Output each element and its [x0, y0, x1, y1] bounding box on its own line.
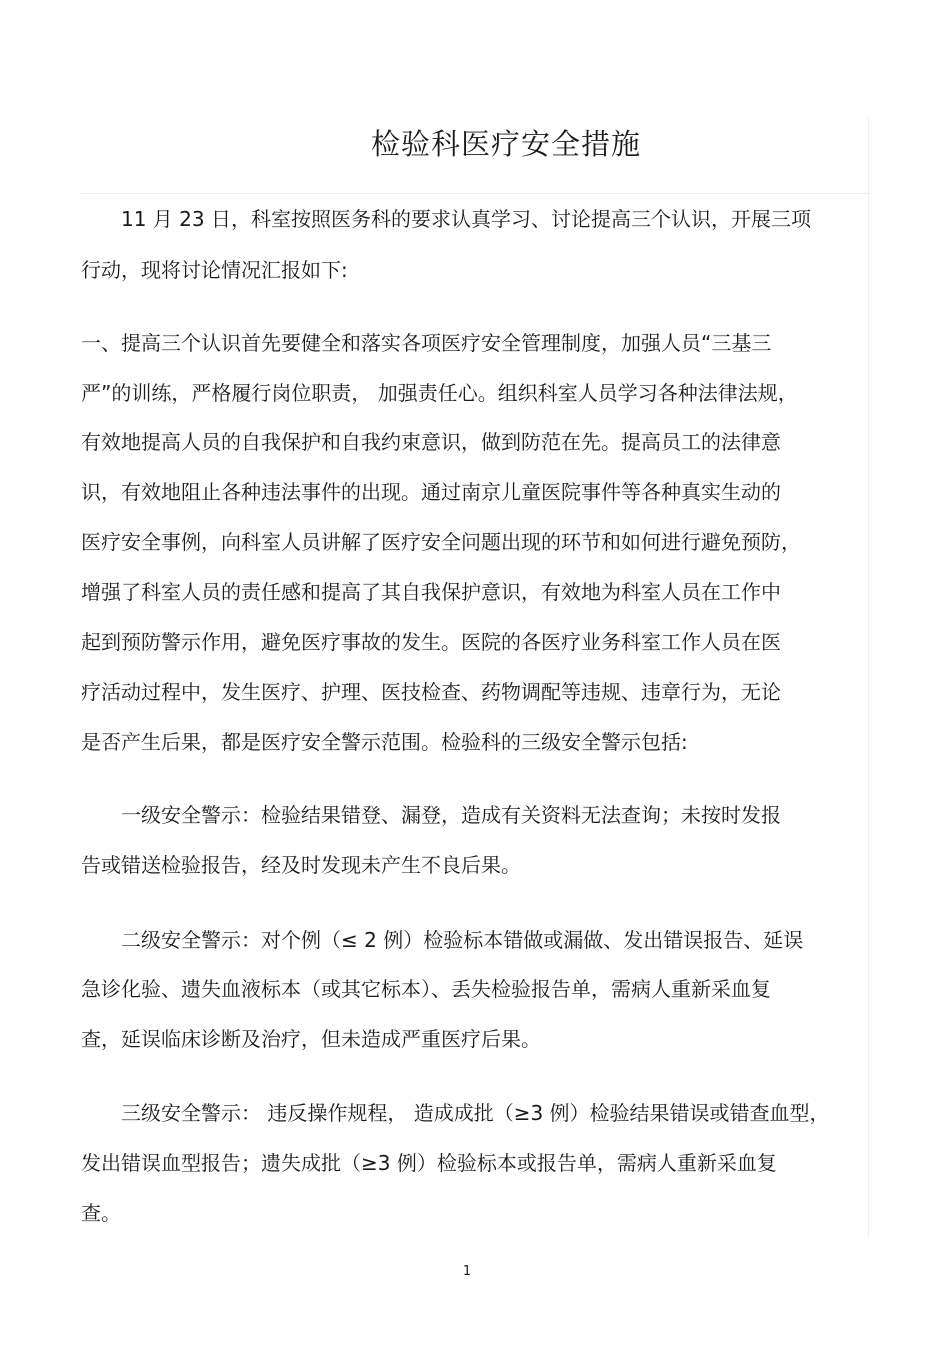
right-margin-rule	[868, 118, 869, 1238]
paragraph-2-line-5: 医疗安全事例，向科室人员讲解了医疗安全问题出现的环节和如何进行避免预防，	[81, 530, 801, 554]
page-title: 检验科医疗安全措施	[370, 127, 641, 161]
paragraph-1-line-2: 行动，现将讨论情况汇报如下:	[81, 258, 348, 282]
paragraph-4-line-1: 二级安全警示：对个例（≤ 2 例）检验标本错做或漏做、发出错误报告、延误	[121, 928, 804, 952]
page-number: 1	[462, 1264, 472, 1279]
paragraph-2-line-4: 识，有效地阻止各种违法事件的出现。通过南京儿童医院事件等各种真实生动的	[81, 480, 781, 504]
paragraph-2-line-2: 严”的训练，严格履行岗位职责， 加强责任心。组织科室人员学习各种法律法规，	[81, 381, 798, 405]
paragraph-2-line-8: 疗活动过程中，发生医疗、护理、医技检查、药物调配等违规、违章行为，无论	[81, 680, 781, 704]
paragraph-4-line-3: 查，延误临床诊断及治疗，但未造成严重医疗后果。	[81, 1027, 541, 1051]
paragraph-5-line-3: 查。	[81, 1201, 121, 1225]
paragraph-2-line-6: 增强了科室人员的责任感和提高了其自我保护意识，有效地为科室人员在工作中	[81, 580, 781, 604]
paragraph-5-line-2: 发出错误血型报告；遗失成批（≥3 例）检验标本或报告单，需病人重新采血复	[81, 1151, 777, 1175]
paragraph-2-line-7: 起到预防警示作用，避免医疗事故的发生。医院的各医疗业务科室工作人员在医	[81, 630, 781, 654]
paragraph-3-line-2: 告或错送检验报告，经及时发现未产生不良后果。	[81, 853, 521, 877]
paragraph-5-line-1: 三级安全警示： 违反操作规程， 造成成批（≥3 例）检验结果错误或错查血型，	[121, 1101, 830, 1125]
paragraph-2-line-9: 是否产生后果，都是医疗安全警示范围。检验科的三级安全警示包括:	[81, 730, 688, 754]
paragraph-1-line-1: 11 月 23 日，科室按照医务科的要求认真学习、讨论提高三个认识，开展三项	[121, 207, 811, 231]
paragraph-2-line-1: 一、提高三个认识首先要健全和落实各项医疗安全管理制度，加强人员“三基三	[81, 331, 772, 355]
paragraph-4-line-2: 急诊化验、遗失血液标本（或其它标本）、丢失检验报告单，需病人重新采血复	[81, 977, 771, 1001]
paragraph-3-line-1: 一级安全警示：检验结果错登、漏登，造成有关资料无法查询；未按时发报	[121, 803, 781, 827]
title-divider	[80, 193, 870, 194]
paragraph-2-line-3: 有效地提高人员的自我保护和自我约束意识，做到防范在先。提高员工的法律意	[81, 430, 781, 454]
